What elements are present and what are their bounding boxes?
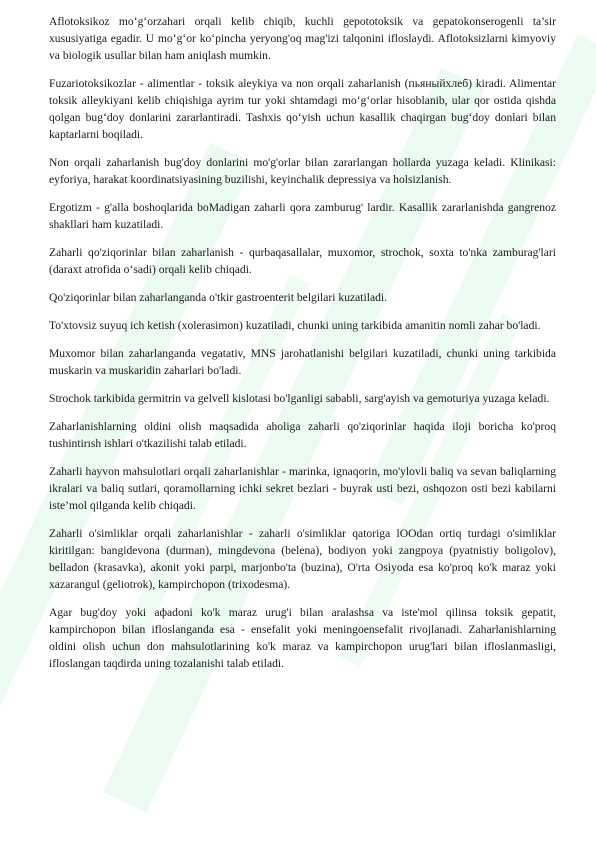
paragraph-qoziqorin-zaharlanish: Zaharli qo'ziqorinlar bilan zaharlanish - qurbaqasallalar, muxomor, strochok, soxta to'nka zamburag'lari (daraxt atrofida o‘sadi) orqali kelib chiqadi. (49, 246, 556, 276)
paragraph-zaharli-osimliklar: Zaharli o'simliklar orqali zaharlanishlar - zaharli o'simliklar qatoriga lOOdan ortiq turdagi o'simliklar kiritilgan: bangidevona (durman), mingdevona (belena), bodiyon yoki zangpoya (pyatnistiy boligolov), belladon (krasavka), akonit yoki parpi, marjonbo'ta (buzina), O'rta Osiyoda esa ko'proq ko'k maraz yoki xazarangul (geliotrok), kampirchopon (trixodesma). (49, 527, 556, 591)
paragraph-kok-maraz: Agar bug'doy yoki aфadoni ko'k maraz urug'i bilan aralashsa va iste'mol qilinsa toksik gepatit, kampirchopon bilan ifloslanganda esa - ensefalit yoki meningoensefalit rivojlanadi. Zaharlanishlarning oldini olish uchun don mahsulotlarining ko'k maraz va kampirchopon urug'lari bilan ifloslanmasligi, ifloslangan taqdirda uning tozalanishi talab etiladi. (49, 606, 556, 670)
paragraph-ergotizm: Ergotizm - g'alla boshoqlarida boMadigan zaharli qora zamburug' lardir. Kasallik zararlanishda gangrenoz shakllari ham kuzatiladi. (49, 201, 556, 231)
paragraph-gastroenterit: Qo'ziqorinlar bilan zaharlanganda o'tkir gastroenterit belgilari kuzatiladi. (49, 291, 388, 304)
document-body (49, 13, 556, 683)
paragraph-fuzariotoksikozlar: Fuzariotoksikozlar - alimentlar - toksik aleykiya va non orqali zaharlanish (пьяныйхлеб) kiradi. Alimentar toksik alleykiyani kelib chiqishiga ayrim tur yoki shtamdagi mo‘g‘orlar hisoblanib, ular qor ostida qishda qolgan bug‘doy donlarini zararlantiradi. Tashxis qo‘yish uchun kasallik chaqirgan bug‘doy donlari bilan kaptarlarni boqiladi. (49, 77, 556, 141)
paragraph-strochok: Strochok tarkibida germitrin va gelvell kislotasi bo'lganligi sababli, sarg'ayish va gemoturiya yuzaga keladi. (49, 392, 550, 405)
paragraph-muxomor: Muxomor bilan zaharlanganda vegatativ, MNS jarohatlanishi belgilari kuzatiladi, chunki uning tarkibida muskarin va muskaridin zaharlari bo'ladi. (49, 347, 556, 377)
paragraph-xolerasimon: To'xtovsiz suyuq ich ketish (xolerasimon) kuzatiladi, chunki uning tarkibida amanitin nomli zahar bo'ladi. (49, 319, 541, 332)
paragraph-hayvon-mahsulotlari: Zaharli hayvon mahsulotlari orqali zaharlanishlar - marinka, ignaqorin, mo'ylovli baliq va sevan baliqlarning ikralari va baliq sutlari, qoramollarning ichki sekret bezlari - buyrak usti bezi, oshqozon osti bezi kabilarni iste’mol qilganda kelib chiqadi. (49, 465, 556, 512)
paragraph-aflotoksikoz: Aflotoksikoz mo‘g‘orzahari orqali kelib chiqib, kuchli gepototoksik va gepatokonserogenli ta’sir xususiyatiga egadir. U mo‘g‘or ko‘pincha yeryong'oq mag'izi talqonini ifloslaydi. Aflotoksizlarni kimyoviy va biologik usullar bilan ham aniqlash mumkin. (49, 15, 556, 62)
paragraph-non-zaharlanish: Non orqali zaharlanish bug'doy donlarini mo'g'orlar bilan zararlangan hollarda yuzaga keladi. Klinikasi: eyforiya, harakat koordinatsiyasining buzilishi, keyinchalik depressiya va holsizlanish. (49, 156, 556, 186)
paragraph-oldini-olish: Zaharlanishlarning oldini olish maqsadida aholiga zaharli qo'ziqorinlar haqida iloji boricha ko'proq tushintirısh ishlari o'tkazilishi talab etiladi. (49, 420, 556, 450)
